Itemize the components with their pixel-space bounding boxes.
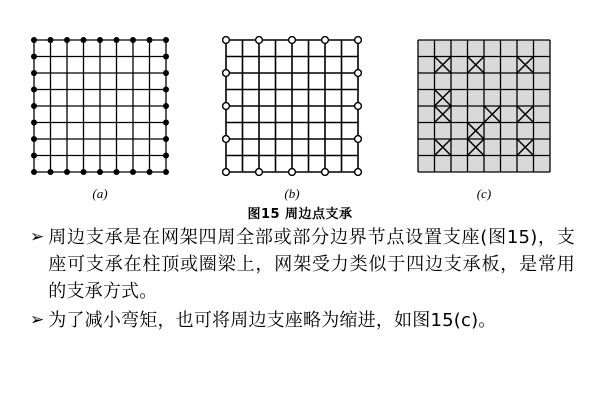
bullet-marker-icon: ➢ <box>30 227 45 247</box>
figure-title: 图15 周边点支承 <box>247 207 353 222</box>
paragraph-1 <box>30 224 575 305</box>
grid-diagram-a <box>30 36 170 176</box>
grid-diagram-c <box>414 36 554 176</box>
figure-caption-b: (b) <box>284 186 300 201</box>
body-text <box>30 224 575 336</box>
figure-caption-c: (c) <box>476 186 492 201</box>
figure-panel-c <box>414 36 554 176</box>
paragraph-2-text: 为了减小弯矩，也可将周边支座略为缩进，如图15(c)。 <box>48 310 497 331</box>
paragraph-2 <box>30 307 575 334</box>
figure-panel-b <box>222 36 362 176</box>
figure-caption-a: (a) <box>92 186 108 201</box>
bullet-marker-icon: ➢ <box>30 310 45 330</box>
figure-panel-a <box>30 36 170 176</box>
grid-diagram-b <box>222 36 362 176</box>
paragraph-1-text: 周边支承是在网架四周全部或部分边界节点设置支座(图15)，支座可支承在柱顶或圈梁上，网架受力类似于四边支承板，是常用的支承方式。 <box>48 227 575 302</box>
